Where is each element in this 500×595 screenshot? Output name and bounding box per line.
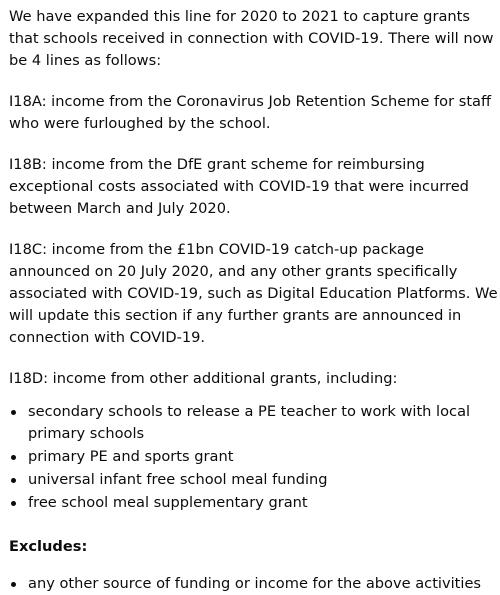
- excluded-items-list: [9, 573, 500, 595]
- list-item: free school meal supplementary grant: [9, 492, 500, 514]
- i18d-paragraph: I18D: income from other additional grants, including:: [9, 370, 398, 387]
- list-item: secondary schools to release a PE teacher to work with local primary schools: [9, 401, 500, 445]
- intro-paragraph: We have expanded this line for 2020 to 2021 to capture grants that schools received in connection with COVID-19. There will now be 4 lines as follows:: [9, 8, 494, 69]
- i18a-paragraph: I18A: income from the Coronavirus Job Retention Scheme for staff who were furloughed by the school.: [9, 93, 492, 132]
- list-item: any other source of funding or income for the above activities: [9, 573, 500, 595]
- i18c-paragraph: I18C: income from the £1bn COVID-19 catch-up package announced on 20 July 2020, and any other grants specifically associated with COVID-19, such as Digital Education Platforms. We will update this section if any further grants are announced in connection with COVID-19.: [9, 241, 498, 346]
- list-item: universal infant free school meal funding: [9, 469, 500, 491]
- list-item: primary PE and sports grant: [9, 446, 500, 468]
- document-content: [0, 6, 500, 592]
- excludes-heading: Excludes:: [9, 538, 88, 555]
- included-grants-list: [9, 401, 500, 514]
- i18b-paragraph: I18B: income from the DfE grant scheme for reimbursing exceptional costs associated with COVID-19 that were incurred between March and July 2020.: [9, 156, 469, 217]
